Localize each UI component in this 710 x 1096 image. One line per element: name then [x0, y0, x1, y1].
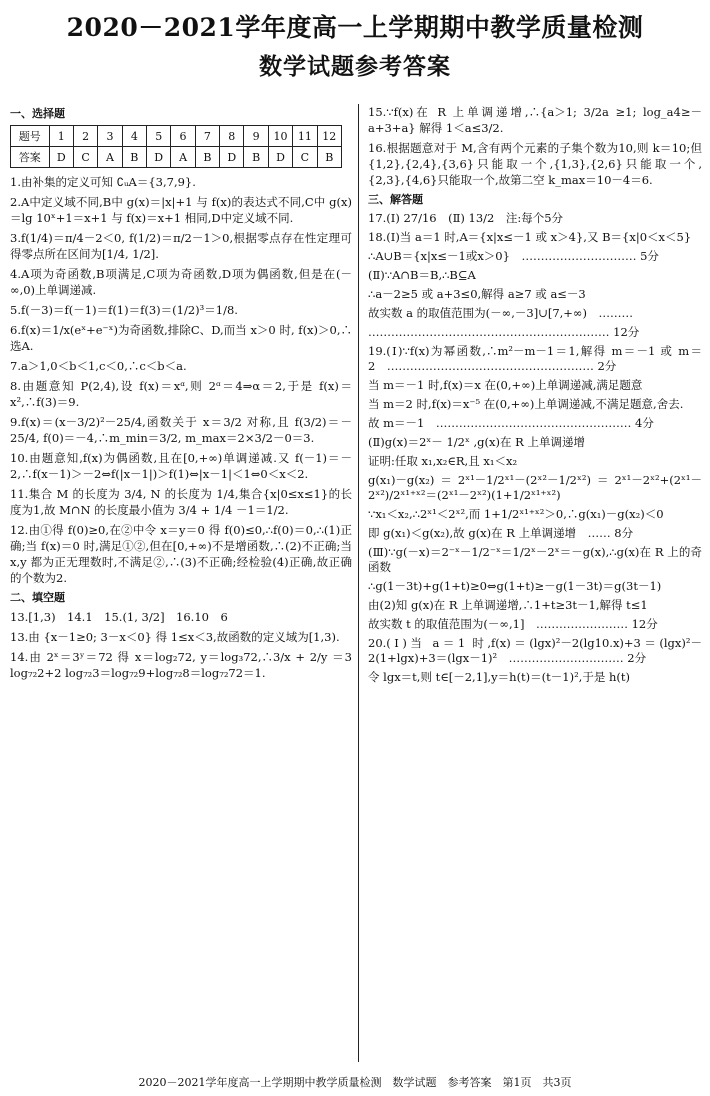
list-item: 6.f(x)＝1/x(eˣ+e⁻ˣ)为奇函数,排除C、D,而当 x＞0 时, f(x)＞0,∴选A.: [10, 323, 352, 353]
list-item: (Ⅱ)g(x)＝2ˣ－ 1/2ˣ ,g(x)在 R 上单调递增: [368, 435, 585, 449]
table-cell-number: 5: [147, 126, 171, 147]
table-cell-answer: C: [293, 147, 317, 168]
table-cell-answer: C: [73, 147, 97, 168]
table-row-label: 答案: [11, 147, 50, 168]
list-item: 2.A中定义域不同,B中 g(x)＝|x|+1 与 f(x)的表达式不同,C中 g(x)＝lg 10ˣ+1＝x+1 与 f(x)＝x+1 相同,D中定义域不同.: [10, 195, 352, 225]
list-item: 故 m＝－1 …………………………………………… 4分: [368, 416, 654, 430]
list-item: 故实数 t 的取值范围为(－∞,1] …………………… 12分: [368, 617, 658, 631]
fill-explanations: [10, 609, 352, 681]
list-item: ∴A∪B＝{x|x≤－1或x＞0} ………………………… 5分: [368, 249, 659, 263]
table-cell-answer: A: [98, 147, 122, 168]
list-item: 13.[1,3) 14.1 15.(1, 3/2] 16.10 6: [10, 610, 228, 624]
list-item: 9.f(x)＝(x－3/2)²－25/4,函数关于 x＝3/2 对称,且 f(3/2)＝－25/4, f(0)＝－4,∴m_min＝3/2, m_max＝2×3/2－0＝3.: [10, 415, 352, 445]
table-row-label: 题号: [11, 126, 50, 147]
table-cell-answer: B: [317, 147, 341, 168]
list-item: 16.根据题意对于 M,含有两个元素的子集个数为10,则 k＝10;但{1,2},{2,4},{3,6}只能取一个,{1,3},{2,6}只能取一个,{2,3},{4,6}只能取一个,故第二空 k_max＝10－4＝6.: [368, 141, 702, 187]
table-cell-answer: D: [49, 147, 73, 168]
page-title: 2020－2021学年度高一上学期期中教学质量检测: [66, 13, 644, 42]
list-item: ……………………………………………………… 12分: [368, 325, 640, 339]
list-item: 由(2)知 g(x)在 R 上单调递增,∴1+t≥3t－1,解得 t≤1: [368, 598, 648, 612]
list-item: ∴a－2≥5 或 a+3≤0,解得 a≥7 或 a≤－3: [368, 287, 586, 301]
list-item: 证明:任取 x₁,x₂∈R,且 x₁＜x₂: [368, 454, 518, 468]
list-item: 13.由 {x－1≥0; 3－x＜0} 得 1≤x＜3,故函数的定义域为[1,3).: [10, 630, 340, 644]
page-subtitle: 数学试题参考答案: [259, 53, 451, 80]
table-cell-number: 12: [317, 126, 341, 147]
list-item: 7.a＞1,0＜b＜1,c＜0,∴c＜b＜a.: [10, 359, 187, 373]
section-heading-fill: 二、填空题: [10, 591, 65, 604]
table-cell-answer: A: [171, 147, 195, 168]
list-item: 1.由补集的定义可知 ∁ᵤA＝{3,7,9}.: [10, 175, 196, 189]
list-item: 4.A项为奇函数,B项满足,C项为奇函数,D项为偶函数,但是在(－∞,0)上单调递减.: [10, 267, 352, 297]
table-cell-answer: D: [220, 147, 244, 168]
section-heading-choice: 一、选择题: [10, 107, 65, 120]
table-cell-answer: D: [147, 147, 171, 168]
choice-explanations: [10, 174, 352, 586]
column-divider: [358, 104, 359, 1062]
table-cell-number: 3: [98, 126, 122, 147]
list-item: 8.由题意知 P(2,4),设 f(x)＝xᵅ,则 2ᵅ＝4⇒α＝2,于是 f(x)＝x²,∴f(3)＝9.: [10, 379, 352, 409]
table-cell-number: 7: [195, 126, 219, 147]
solution-lines: [368, 211, 702, 685]
answer-table: [10, 125, 342, 168]
table-cell-number: 1: [49, 126, 73, 147]
list-item: (Ⅲ)∵g(－x)＝2⁻ˣ－1/2⁻ˣ＝1/2ˣ－2ˣ＝－g(x),∴g(x)在 R 上的奇函数: [368, 545, 702, 574]
table-cell-answer: B: [195, 147, 219, 168]
list-item: 10.由题意知,f(x)为偶函数,且在[0,+∞)单调递减.又 f(－1)＝－2,∴f(x－1)＞－2⇔f(|x－1|)＞f(1)⇔|x－1|＜1⇔0＜x＜2.: [10, 451, 352, 481]
list-item: ∴g(1－3t)+g(1+t)≥0⇔g(1+t)≥－g(1－3t)＝g(3t－1): [368, 579, 662, 593]
list-item: 3.f(1/4)＝π/4－2＜0, f(1/2)＝π/2－1＞0,根据零点存在性定理可得零点所在区间为[1/4, 1/2].: [10, 231, 352, 261]
list-item: 令 lgx＝t,则 t∈[－2,1],y＝h(t)＝(t－1)²,于是 h(t): [368, 670, 630, 684]
list-item: 12.由①得 f(0)≥0,在②中令 x＝y＝0 得 f(0)≤0,∴f(0)＝0,∴(1)正确;当 f(x)＝0 时,满足①②,但在[0,+∞)不是增函数,∴(2)不正确;当 x,y 都为正无理数时,不满足②,∴(3)不正确;经检验(4)正确,故正确的个数为2.: [10, 523, 352, 585]
list-item: 当 m＝2 时,f(x)＝x⁻⁵ 在(0,+∞)上单调递减,不满足题意,舍去.: [368, 397, 684, 411]
table-cell-number: 4: [122, 126, 146, 147]
list-item: 5.f(－3)＝f(－1)＝f(1)＝f(3)＝(1/2)³＝1/8.: [10, 303, 238, 317]
right-column: [368, 104, 702, 1064]
table-cell-number: 8: [220, 126, 244, 147]
fill-explanations-cont: [368, 104, 702, 188]
list-item: 20.(Ⅰ)当 a＝1 时,f(x)＝(lgx)²－2(lg10.x)+3＝(lgx)²－2(1+lgx)+3＝(lgx－1)² ………………………… 2分: [368, 636, 702, 665]
list-item: 15.∵f(x)在 R 上单调递增,∴{a＞1; 3/2a ≥1; log_a4≥－a+3+a} 解得 1＜a≤3/2.: [368, 105, 702, 135]
list-item: 11.集合 M 的长度为 3/4, N 的长度为 1/4,集合{x|0≤x≤1}的长度为1,故 M∩N 的长度最小值为 3/4 + 1/4 －1＝1/2.: [10, 487, 352, 517]
list-item: 即 g(x₁)＜g(x₂),故 g(x)在 R 上单调递增 …… 8分: [368, 526, 634, 540]
table-cell-number: 11: [293, 126, 317, 147]
list-item: 17.(Ⅰ) 27/16 (Ⅱ) 13/2 注:每个5分: [368, 211, 564, 225]
table-cell-number: 9: [244, 126, 268, 147]
list-item: 故实数 a 的取值范围为(－∞,－3]∪[7,+∞) ………: [368, 306, 633, 320]
table-cell-answer: B: [244, 147, 268, 168]
list-item: 18.(Ⅰ)当 a＝1 时,A＝{x|x≤－1 或 x＞4},又 B＝{x|0＜x＜5}: [368, 230, 692, 244]
table-cell-number: 6: [171, 126, 195, 147]
list-item: (Ⅱ)∵A∩B＝B,∴B⊆A: [368, 268, 476, 282]
page-footer: 2020－2021学年度高一上学期期中教学质量检测 数学试题 参考答案 第1页 共3页: [138, 1076, 572, 1089]
list-item: g(x₁)－g(x₂)＝2ˣ¹－1/2ˣ¹－(2ˣ²－1/2ˣ²)＝2ˣ¹－2ˣ²+(2ˣ¹－2ˣ²)/2ˣ¹⁺ˣ²＝(2ˣ¹－2ˣ²)(1+1/2ˣ¹⁺ˣ²): [368, 473, 702, 502]
left-column: [10, 104, 352, 1064]
list-item: 19.(Ⅰ)∵f(x)为幂函数,∴m²－m－1＝1,解得 m＝－1 或 m＝2 ……………………………………………… 2分: [368, 344, 702, 373]
section-heading-solve: 三、解答题: [368, 193, 423, 206]
table-cell-answer: D: [268, 147, 292, 168]
list-item: ∵x₁＜x₂,∴2ˣ¹＜2ˣ²,而 1+1/2ˣ¹⁺ˣ²＞0,∴g(x₁)－g(x₂)＜0: [368, 507, 664, 521]
list-item: 当 m＝－1 时,f(x)＝x 在(0,+∞)上单调递减,满足题意: [368, 378, 643, 392]
table-cell-number: 10: [268, 126, 292, 147]
table-cell-number: 2: [73, 126, 97, 147]
list-item: 14.由 2ˣ＝3ʸ＝72 得 x＝log₂72, y＝log₃72,∴3/x + 2/y ＝3 log₇₂2+2 log₇₂3＝log₇₂9+log₇₂8＝log₇₂72＝1.: [10, 650, 352, 680]
table-cell-answer: B: [122, 147, 146, 168]
